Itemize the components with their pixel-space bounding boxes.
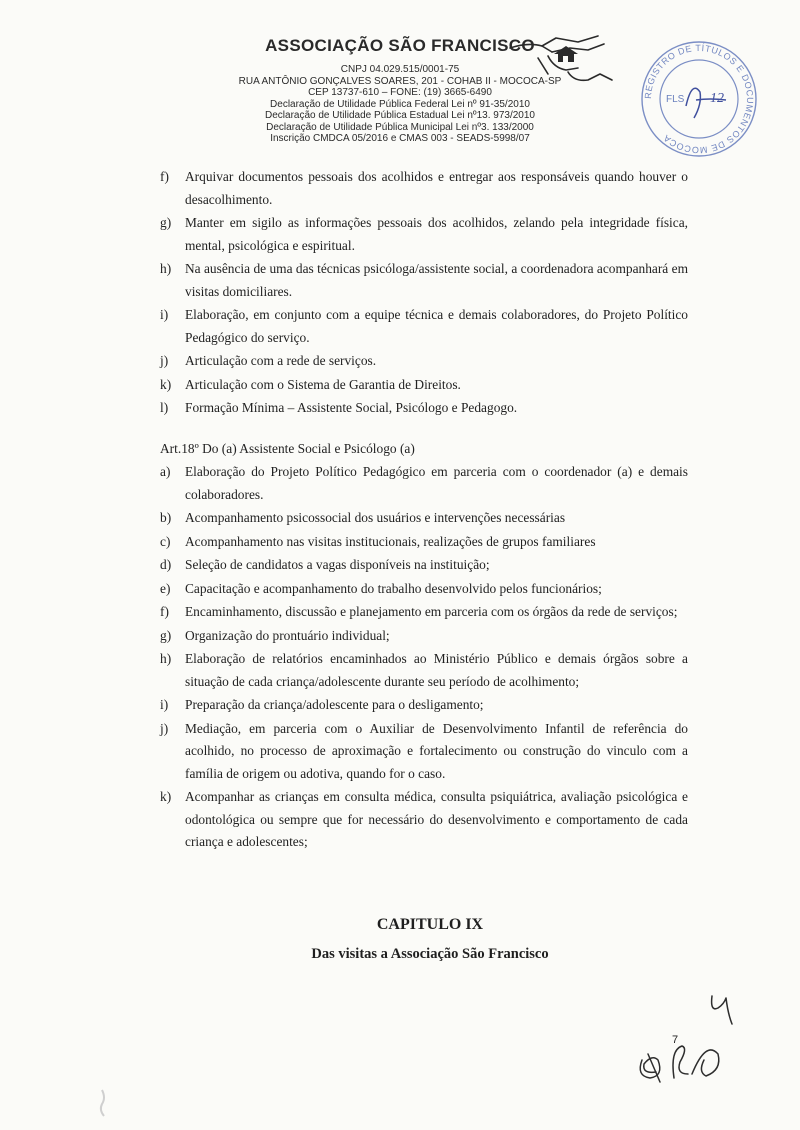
list-item (160, 166, 688, 211)
item-text: Acompanhar as crianças em consulta médica, consulta psiquiátrica, avaliação psicológica e odontológica ou sempre que for necessário do desenvolvimento e comportamento de cada criança e adolescentes; (185, 789, 688, 849)
list-item (160, 507, 688, 530)
list-item (160, 258, 688, 303)
item-letter: b) (160, 510, 172, 525)
letterhead-contact: CEP 13737-610 – FONE: (19) 3665-6490 (308, 87, 492, 98)
item-text: Articulação com a rede de serviços. (185, 353, 377, 368)
item-text: Elaboração, em conjunto com a equipe técnica e demais colaboradores, do Projeto Político Pedagógico do serviço. (185, 307, 688, 345)
item-letter: k) (160, 376, 172, 392)
item-letter: h) (160, 261, 172, 276)
item-text: Manter em sigilo as informações pessoais dos acolhidos, zelando pela integridade física, mental, psicológica e espiritual. (185, 215, 688, 253)
item-letter: d) (160, 557, 172, 572)
item-text: Encaminhamento, discussão e planejamento em parceria com os órgãos da rede de serviços; (185, 604, 678, 619)
item-text: Na ausência de uma das técnicas psicóloga/assistente social, a coordenadora acompanhará em visitas domiciliares. (185, 261, 688, 299)
list-item (160, 625, 688, 648)
registry-stamp (640, 40, 758, 158)
item-letter: a) (160, 464, 171, 479)
organization-name: ASSOCIAÇÃO SÃO FRANCISCO (265, 36, 535, 55)
list-item (160, 786, 688, 854)
list-item (160, 694, 688, 717)
item-text: Capacitação e acompanhamento do trabalho desenvolvido pelos funcionários; (185, 580, 602, 596)
list-item (160, 397, 688, 420)
item-text: Arquivar documentos pessoais dos acolhidos e entregar aos responsáveis quando houver o desacolhimento. (185, 169, 688, 207)
item-text: Organização do prontuário individual; (185, 627, 390, 643)
item-letter: f) (160, 169, 169, 184)
item-letter: j) (160, 720, 169, 736)
list-item (160, 461, 688, 506)
item-letter: i) (160, 307, 169, 322)
list-item (160, 304, 688, 349)
letterhead-cnpj: CNPJ 04.029.515/0001-75 (340, 64, 460, 75)
item-letter: j) (160, 353, 169, 368)
item-letter: c) (160, 533, 171, 549)
letterhead-federal-declaration: Declaração de Utilidade Pública Federal Lei nº 91-35/2010 (270, 98, 530, 110)
document-body (160, 166, 688, 855)
stamp-fls-label: FLS (666, 94, 685, 105)
item-text: Acompanhamento nas visitas institucionais, realizações de grupos familiares (185, 533, 596, 549)
chapter-heading (160, 916, 700, 963)
list-item (160, 374, 688, 397)
item-text: Seleção de candidatos a vagas disponíveis na instituição; (185, 557, 490, 572)
item-letter: g) (160, 627, 172, 643)
letterhead-state-declaration: Declaração de Utilidade Pública Estadual Lei nº13. 973/2010 (265, 110, 535, 121)
chapter-subtitle: Das visitas a Associação São Francisco (311, 946, 549, 962)
item-text: Formação Mínima – Assistente Social, Psicólogo e Pedagogo. (185, 400, 518, 415)
chapter-title: CAPITULO IX (376, 916, 484, 933)
item-letter: e) (160, 580, 171, 596)
list-item (160, 212, 688, 257)
item-letter: i) (160, 697, 169, 712)
article-duties-list (160, 461, 688, 854)
list-item (160, 531, 688, 554)
letterhead-address: RUA ANTÔNIO GONÇALVES SOARES, 201 - COHAB II - MOCOCA-SP (238, 75, 562, 87)
item-text: Preparação da criança/adolescente para o desligamento; (185, 697, 484, 712)
handwritten-initials (630, 990, 750, 1090)
letterhead-municipal-declaration: Declaração de Utilidade Pública Municipal Lei nº3. 133/2000 (266, 121, 534, 133)
item-letter: h) (160, 651, 172, 666)
stamp-fls-number: 12 (710, 91, 724, 106)
page-smudge (96, 1088, 110, 1118)
list-item (160, 718, 688, 786)
item-letter: l) (160, 400, 169, 415)
list-item (160, 554, 688, 577)
item-text: Elaboração do Projeto Político Pedagógico em parceria com o coordenador (a) e demais colaboradores. (185, 464, 688, 502)
item-text: Acompanhamento psicossocial dos usuários e intervenções necessárias (185, 510, 566, 525)
letterhead-registration: Inscrição CMDCA 05/2016 e CMAS 003 - SEADS-5998/07 (270, 133, 530, 144)
list-item (160, 578, 688, 601)
item-text: Mediação, em parceria com o Auxiliar de Desenvolvimento Infantil de referência do acolhido, no processo de aproximação e fortalecimento ou construção do vinculo com a família de origem ou adotiva, quando for o caso. (185, 720, 688, 781)
article-heading: Art.18º Do (a) Assistente Social e Psicólogo (a) (160, 440, 415, 456)
item-text: Articulação com o Sistema de Garantia de Direitos. (185, 376, 461, 392)
item-letter: f) (160, 604, 169, 619)
page-number: 7 (672, 1034, 679, 1046)
item-letter: g) (160, 215, 172, 230)
list-item (160, 601, 688, 624)
duties-list-continued (160, 166, 688, 420)
list-item (160, 350, 688, 373)
item-text: Elaboração de relatórios encaminhados ao Ministério Público e demais órgãos sobre a situação de cada criança/adolescente durante seu período de acolhimento; (185, 651, 688, 689)
list-item (160, 648, 688, 693)
organization-logo (508, 28, 618, 86)
stamp-ring-text: REGISTRO DE TÍTULOS E DOCUMENTOS DE MOCOCA (642, 42, 756, 156)
item-letter: k) (160, 789, 172, 804)
